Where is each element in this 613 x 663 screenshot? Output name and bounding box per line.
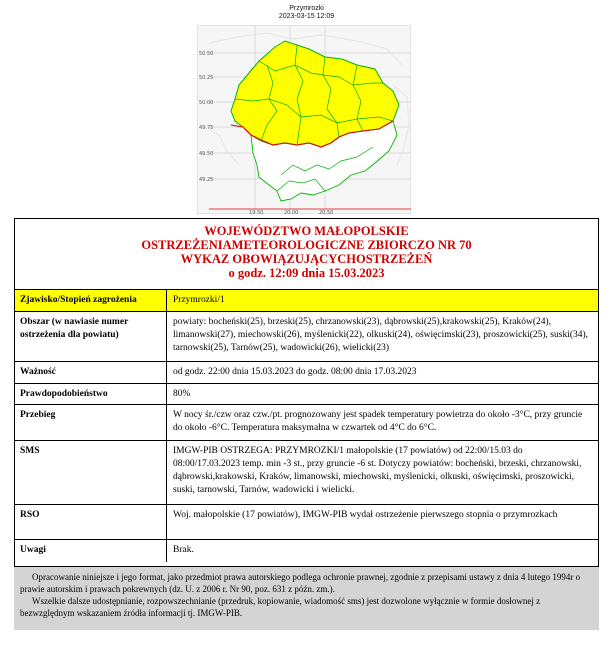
lon-tick-label: 20.00 (284, 210, 299, 214)
row-value: Woj. małopolskie (17 powiatów), IMGW-PIB wydał ostrzeżenie pierwszego stopnia o przymrozkach (173, 510, 558, 520)
row-label: SMS (15, 441, 167, 504)
row-probability (15, 384, 598, 405)
row-sms (15, 441, 598, 505)
title-heading: OSTRZEŻENIAMETEOROLOGICZNE ZBIORCZO NR 70 (141, 238, 472, 252)
row-label: Ważność (15, 362, 167, 383)
row-label: Przebieg (15, 405, 167, 440)
row-rso (15, 505, 598, 540)
row-label: RSO (15, 505, 167, 539)
bulletin-title (15, 219, 598, 290)
title-timestamp: o godz. 12:09 dnia 15.03.2023 (228, 266, 385, 280)
copyright-footer (14, 566, 599, 630)
title-subheading: WYKAZ OBOWIĄZUJĄCYCHOSTRZEŻEŃ (180, 252, 433, 266)
lat-tick-label: 50.25 (199, 75, 214, 81)
row-area (15, 312, 598, 362)
map-caption-time: 2023-03-15 12:09 (278, 13, 335, 20)
warning-map (197, 25, 411, 214)
row-value: IMGW-PIB OSTRZEGA: PRZYMROZKI/1 małopolskie (17 powiatów) od 22:00/15.03 do 08:00/17.03.2023 temp. min -3 st., przy gruncie -6 st. Dotyczy powiatów: bocheński, brzeski, chrzanowski, dąbrowski,krakowski, Kraków, limanowski, miechowski, myślenicki, olkuski, oświęcimski, proszowicki, suski, tarnowski, Tarnów, wadowicki i wielicki. (173, 446, 582, 495)
row-value: Brak. (173, 545, 194, 555)
lat-tick-label: 49.50 (199, 151, 214, 157)
row-value: Przymrozki/1 (167, 290, 598, 311)
title-region: WOJEWÓDZTWO MAŁOPOLSKIE (204, 224, 409, 238)
lat-tick-label: 50.50 (199, 51, 214, 57)
lat-tick-label: 49.75 (199, 125, 214, 131)
lat-tick-label: 49.25 (199, 177, 214, 183)
row-label: Uwagi (15, 540, 167, 562)
warning-map-svg (197, 25, 411, 214)
row-label: Prawdopodobieństwo (15, 384, 167, 404)
lon-tick-label: 20.50 (319, 210, 334, 214)
lon-tick-label: 19.50 (249, 210, 264, 214)
row-label: Zjawisko/Stopień zagrożenia (15, 290, 167, 311)
row-value: od godz. 22:00 dnia 15.03.2023 do godz. 08:00 dnia 17.03.2023 (173, 367, 417, 377)
copyright-notice: Opracowanie niniejsze i jego format, jako przedmiot prawa autorskiego podlega ochronie prawnej, zgodnie z przepisami ustawy z dnia 4 lutego 1994r o prawie autorskim i prawach pokrewnych (dz. U. z 2006 r. Nr 90, poz. 631 z późn. zm.). (20, 572, 581, 594)
row-hazard (15, 290, 598, 312)
row-value: powiaty: bocheński(25), brzeski(25), chrzanowski(23), dąbrowski(25),krakowski(25), Kraków(24), limanowski(27), miechowski(26), myślenicki(22), olkuski(24), oświęcimski(23), proszowicki(25), suski(34), tarnowski(25), Tarnów(25), wadowicki(26), wielicki(23) (173, 317, 589, 353)
map-caption-title: Przymrozki (289, 5, 324, 12)
row-course (15, 405, 598, 441)
redistribution-notice: Wszelkie dalsze udostępnianie, rozpowszechnianie (przedruk, kopiowanie, wiadomość sms) jest dozwolone wyłącznie w formie dosłownej z bezwzględnym wskazaniem źródła informacji tj. IMGW-PIB. (20, 596, 541, 618)
row-value: W nocy śr./czw oraz czw./pt. prognozowany jest spadek temperatury powietrza do około -3°C, przy gruncie do około -6°C. Temperatura maksymalna w czwartek od 4°C do 6°C. (173, 410, 583, 433)
row-value: 80% (173, 389, 191, 399)
lat-tick-label: 50.00 (199, 100, 214, 106)
row-label: Obszar (w nawiasie numer ostrzeżenia dla powiatu) (15, 312, 167, 361)
row-notes (15, 540, 598, 562)
row-validity (15, 362, 598, 384)
